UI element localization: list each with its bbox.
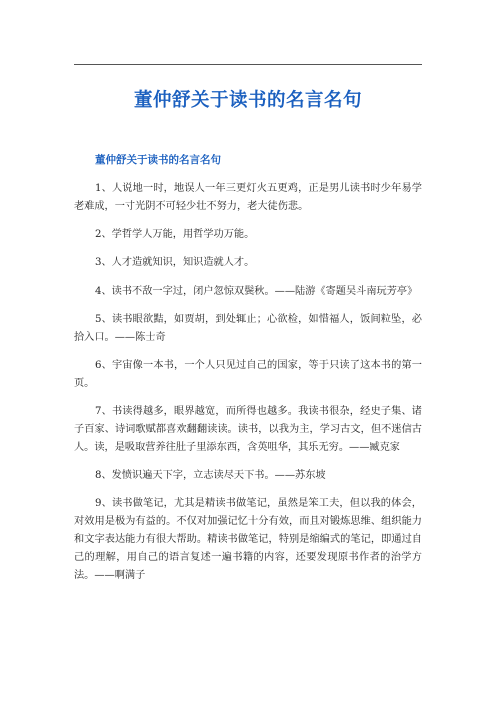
quote-paragraph-1: 1、人说地一时，地误人一年三更灯火五更鸡，正是男儿读书时少年易学老难成，一寸光阴不可轻少壮不努力，老大徒伤悲。: [74, 183, 422, 212]
quote-paragraph-2: 2、学哲学人万能，用哲学功万能。: [95, 229, 255, 241]
quote-paragraph-5: 5、读书眼欲黠，如贾胡，到处辄止；心欲检，如惜福人，饭间粒坠，必拾入口。——陈士奇: [74, 313, 422, 343]
quote-paragraph-6: 6、宇宙像一本书，一个人只见过自己的国家，等于只读了这本书的第一页。: [74, 360, 422, 389]
quote-paragraph-9: 9、读书做笔记，尤其是精读书做笔记，虽然是笨工夫，但以我的体会，对效用是极为有益的。不仅对加强记忆十分有效，而且对锻炼思维、组织能力和文字表达能力有很大帮助。精读书做笔记，特别是缩编式的笔记，即通过自己的理解，用自己的语言复述一遍书籍的内容，还要发现原书作者的治学方法。——啊满子: [74, 498, 422, 581]
quote-paragraph-3: 3、人才造就知识，知识造就人才。: [95, 257, 255, 269]
header-rule: [74, 64, 422, 65]
quote-paragraph-4: 4、读书不敌一字过，闭户忽惊双鬓秋。——陆游《寄题吴斗南玩芳亭》: [95, 285, 418, 297]
quote-paragraph-8: 8、发愤识遍天下字，立志读尽天下书。——苏东坡: [95, 470, 326, 482]
quote-paragraph-7: 7、书读得越多，眼界越宽，而所得也越多。我读书很杂，经史子集、诸子百家、诗词歌赋都喜欢翻翻读读。读书，以我为主，学习古文，但不迷信古人。读，是吸取营养往肚子里添东西，含英咀华，其乐无穷。——臧克家: [74, 406, 422, 453]
document-body: [74, 180, 422, 595]
document-title: 董仲舒关于读书的名言名句: [133, 90, 362, 111]
section-heading: 董仲舒关于读书的名言名句: [95, 154, 221, 166]
